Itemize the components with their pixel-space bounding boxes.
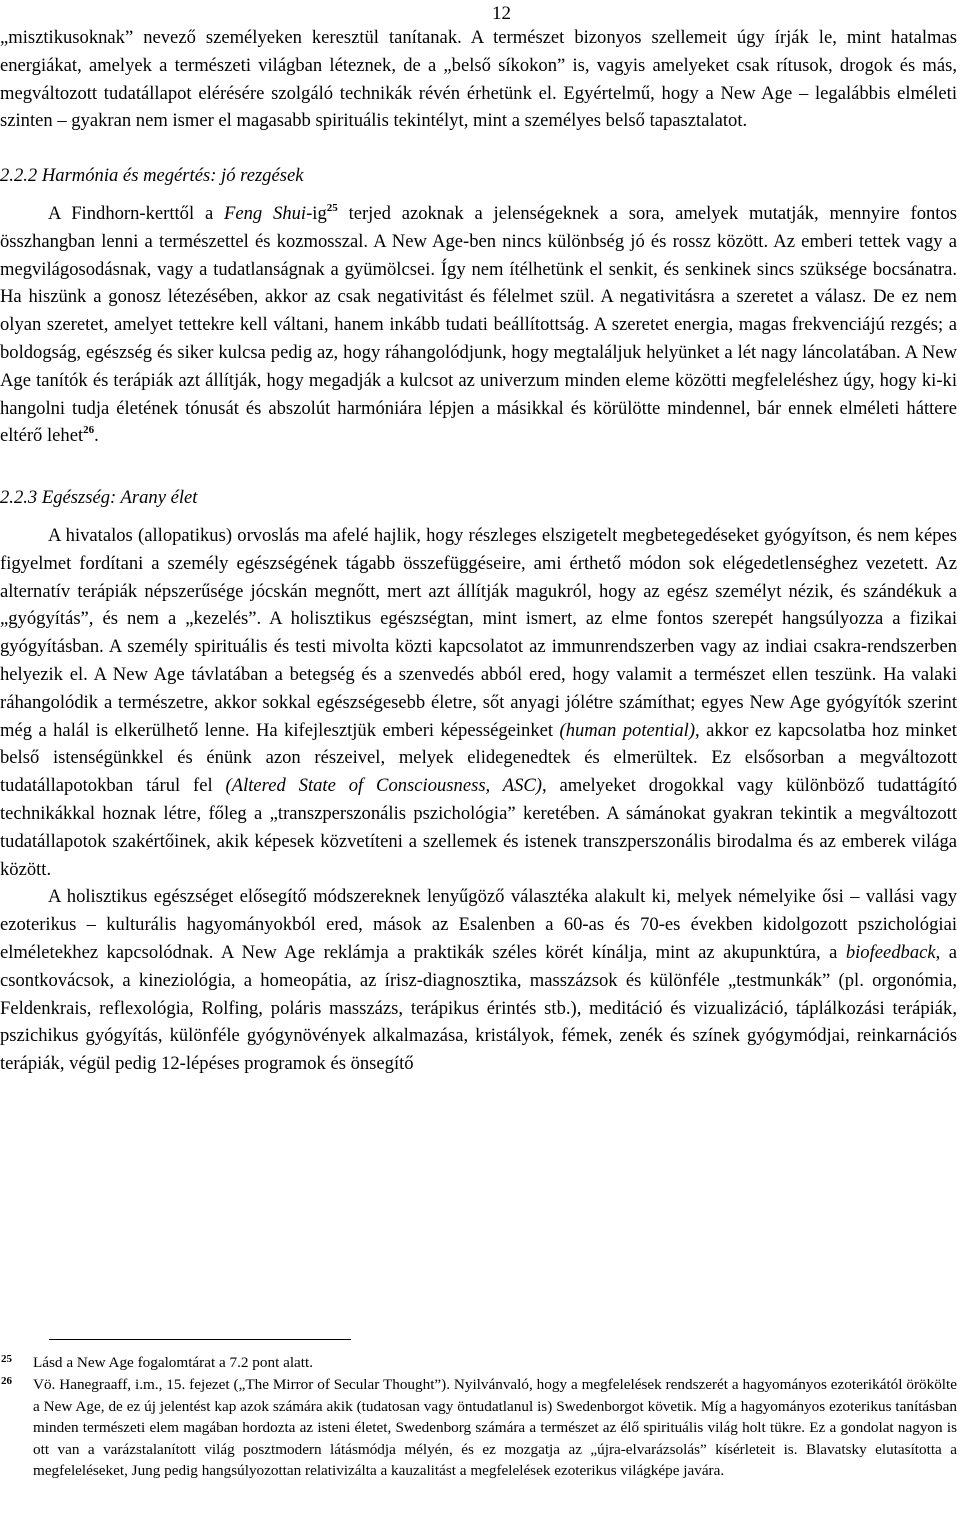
footnotes [0, 1352, 957, 1482]
text-run: A Findhorn-kerttől a [48, 202, 225, 224]
italic-term: (Altered State of Consciousness, ASC) [225, 775, 542, 797]
heading-number: 2.2.2 [0, 165, 42, 187]
text-run: terjed azoknak a jelenségeknek a sora, amelyek mutatják, mennyire fontos összhangban lenni a természettel és kozmosszal. A New Age-ben nincs különbség jó és rossz között. Az emberi tettek vagy a megvilágosodásnak, vagy a tudatlanságnak a gyümölcsei. Így nem ítélhetünk el senkit, és senkinek sincs szüksége bocsánatra. Ha hiszünk a gonosz létezésében, akkor az csak negativitást és félelmet szül. A negativitásra a szeretet a válasz. De ez nem olyan szeretet, amelyet tettekre kell váltani, hanem inkább tudati beállítottság. A szeretet energia, magas frekvenciájú rezgés; a boldogság, egészség és siker kulcsa pedig az, hogy ráhangolódjunk, hogy megtaláljuk helyünket a lét nagy láncolatában. A New Age tanítók és terápiák azt állítják, hogy megadják a kulcsot az univerzum minden eleme közötti megfeleléshez úgy, hogy ki-ki hangolni tudja életének tónusát és abszolút harmóniára lépjen a másikkal és körülötte mindennel, bár ennek elméleti háttere eltérő lehet [0, 202, 957, 447]
footnote-separator [49, 1339, 351, 1340]
footnote-26 [0, 1374, 957, 1481]
heading-gap [0, 512, 957, 522]
italic-term: Feng Shui [224, 202, 307, 224]
page-body [0, 24, 957, 1078]
harmony-paragraph [0, 200, 957, 450]
text-run: , amelyeket drogokkal vagy különböző tudattágító technikákkal hoznak létre, főleg a „transzperszonális pszichológia” keretében. A sámánokat gyakran tekintik a megváltozott tudatállapotok szakértőinek, akik képesek közvetíteni a szellemek és istenek transzperszonális birodalma és az emberek világa között. [0, 775, 957, 880]
footnote-text: Lásd a New Age fogalomtárat a 7.2 pont alatt. [33, 1354, 314, 1371]
page-number: 12 [492, 3, 511, 24]
text-run: . [94, 425, 99, 447]
footnote-text: Vö. Hanegraaff, i.m., 15. fejezet („The Mirror of Secular Thought”). Nyilvánvaló, hogy a megfelelések rendszerét a hagyományos ezoterikától örökölte a New Age, de ez új jelentést kap azok számára akik (tudatosan vagy öntudatlanul is) Swedenborgot követik. Míg a hagyományos ezoterikus tanításban minden természeti elem magában hordozta az isteni életet, Swedenborg számára a természet az élő spirituális világ holt tükre. Ez a gondolat nagyon is ott van a varázstalanított világ posztmodern látásmódja mélyén, és ez mozgatja az „újra-elvarázsolás” kísérleteit is. Blavatsky elutasította a megfeleléseket, Jung pedig hangsúlyozottan relativizálta a kauzalitást a megfelelések ezoterikus világképe javára. [33, 1376, 957, 1480]
footnote-25 [0, 1352, 957, 1373]
italic-term: biofeedback [845, 941, 936, 963]
health-paragraph-2 [0, 883, 957, 1078]
intro-paragraph: „misztikusoknak” nevező személyeken keresztül tanítanak. A természet bizonyos szellemeit úgy írják le, mint hatalmas energiákat, amelyek a természeti világban léteznek, de a „belső síkokon” is, vagyis amelyeket csak rítusok, drogok és más, megváltozott tudatállapot elérésére szolgáló technikák révén érhetünk el. Egyértelmű, hogy a New Age – legalábbis elméleti szinten – gyakran nem ismer el magasabb spirituális tekintélyt, mint a személyes belső tapasztalatot. [0, 27, 957, 132]
footnote-mark: 26 [1, 1375, 12, 1388]
section-gap [0, 450, 957, 484]
text-run: , a csontkovácsok, a kineziológia, a homeopátia, az írisz-diagnosztika, masszázsok és különféle „testmunkák” (pl. orgonómia, Feldenkrais, reflexológia, Rolfing, poláris masszázs, terápikus érintés stb.), meditáció és vizualizáció, táplálkozási terápiák, pszichikus gyógyítás, különféle gyógynövények alkalmazása, kristályok, fémek, zenék és színek gyógymódjai, reinkarnációs terápiák, végül pedig 12-lépéses programok és önsegítő [0, 941, 957, 1075]
section-gap [0, 135, 957, 162]
heading-number: 2.2.3 [0, 487, 42, 509]
text-run: , akkor ez kapcsolatba hoz minket belső istenségünkkel és énünk azon részeivel, melyek elidegenedtek és elmerültek. Ez elsősorban a megváltozott tudatállapotokban tárul fel [0, 719, 957, 797]
footnote-reference: 25 [326, 201, 338, 214]
italic-term: (human potential) [559, 719, 696, 741]
section-heading-2-2-3 [0, 484, 957, 512]
footnote-reference: 26 [83, 424, 95, 437]
text-run: -ig [306, 202, 327, 224]
heading-title: Egészség: Arany élet [41, 487, 198, 509]
section-heading-2-2-2 [0, 162, 957, 190]
text-run: A holisztikus egészséget elősegítő módszereknek lenyűgöző választéka alakult ki, melyek némelyike ősi – vallási vagy ezoterikus – kulturális hagyományokból ered, mások az Esalenben a 60-as és 70-es években kidolgozott pszichológiai elméletekhez kapcsolódnak. A New Age reklámja a praktikák széles körét kínálja, mint az akupunktúra, a [0, 886, 957, 963]
heading-gap [0, 190, 957, 200]
text-run: A hivatalos (allopatikus) orvoslás ma afelé hajlik, hogy részleges elszigetelt megbetegedéseket gyógyítson, és nem képes figyelmet fordítani a személy egészségének tágabb összefüggéseire, ami érthető módon sok elégedetlenséghez vezetett. Az alternatív terápiák népszerűsége jócskán megnőtt, mert azt állítják magukról, hogy az egész személyt nézik, és szándékuk a „gyógyítás”, és nem a „kezelés”. A holisztikus egészségtan, mint ismert, az elme fontos szerepét hangsúlyozza a fizikai gyógyításban. A személy spirituális és testi mivolta közti kapcsolatot az immunrendszerben vagy az indiai csakra-rendszerben helyezik el. A New Age távlatában a betegség és a szenvedés abból ered, hogy valamit a természet ellen teszünk. Ha valaki ráhangolódik a természetre, akkor sokkal egészségesebb életre, sőt anyagi jólétre számíthat; egyes New Age gyógyítók szerint még a halál is elkerülhető lenne. Ha kifejlesztjük emberi képességeinket [0, 524, 957, 741]
footnote-mark: 25 [1, 1353, 12, 1365]
heading-title: Harmónia és megértés: jó rezgések [41, 165, 304, 187]
health-paragraph-1 [0, 522, 957, 883]
